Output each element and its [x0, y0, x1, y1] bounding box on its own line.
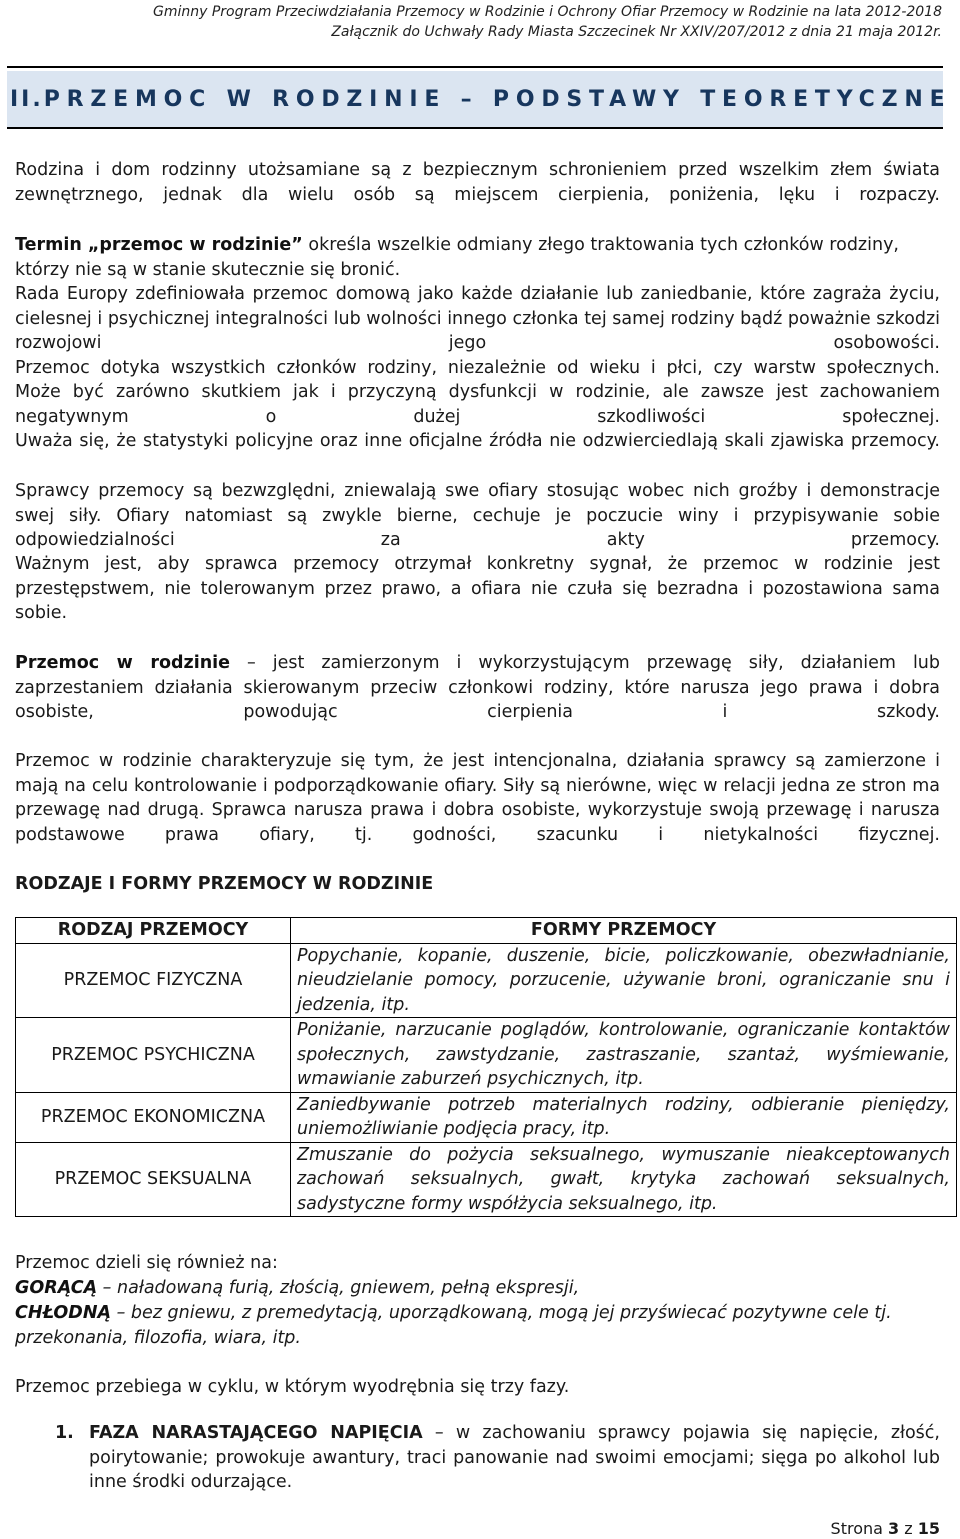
violence-type-cell: PRZEMOC EKONOMICZNA — [16, 1092, 291, 1142]
cold-description: – bez gniewu, z premedytacją, uporządkowaną, mogą jej przyświecać pozytywne cele tj. przekonania, filozofia, wiara, itp. — [15, 1303, 892, 1348]
definition-paragraph — [15, 651, 940, 749]
division-intro: Przemoc dzieli się również na: — [15, 1253, 278, 1273]
document-header — [153, 2, 942, 42]
phase-number: 1. — [55, 1423, 74, 1443]
phase-name: FAZA NARASTAJĄCEGO NAPIĘCIA — [89, 1423, 423, 1443]
intro-paragraph: Rodzina i dom rodzinny utożsamiane są z bezpiecznym schronieniem przed wszelkim złem świata zewnętrznego, jednak dla wielu osób są miejscem cierpienia, poniżenia, lęku i rozpaczy. — [15, 160, 940, 205]
phase-text — [89, 1421, 940, 1495]
heading-top-rule — [7, 66, 943, 68]
section-heading-band — [7, 66, 952, 129]
paragraph-perpetrators: Sprawcy przemocy są bezwzględni, zniewalają swe ofiary stosując wobec nich groźby i demonstracje swej siły. Ofiary natomiast są zwykle bierne, cechuje je poczucie winy i przypisywanie sobie odpowiedzialności za akty przemocy. — [15, 481, 940, 550]
section-number: II. — [10, 86, 44, 112]
termin-lead: Termin „przemoc w rodzinie” — [15, 235, 303, 255]
violence-forms-cell: Popychanie, kopanie, duszenie, bicie, policzkowanie, obezwładnianie, nieudzielanie pomocy, porzucenie, używanie broni, ograniczanie snu i jedzenia, itp. — [291, 943, 957, 1018]
paragraph-all-members: Przemoc dotyka wszystkich członków rodziny, niezależnie od wieku i płci, czy warstw społecznych. — [15, 358, 940, 378]
table-row — [16, 943, 957, 1018]
termin-paragraph — [15, 233, 940, 282]
phase-list-item — [55, 1421, 940, 1495]
footer-total-pages: 15 — [917, 1519, 940, 1538]
paragraph-statistics: Uważa się, że statystyki policyjne oraz inne oficjalne źródła nie odzwierciedlają skali zjawiska przemocy. — [15, 431, 940, 451]
division-hot — [15, 1276, 940, 1301]
violence-type-cell: PRZEMOC FIZYCZNA — [16, 943, 291, 1018]
section-title: PRZEMOC W RODZINIE – PODSTAWY TEORETYCZNE — [43, 86, 952, 112]
footer-middle: z — [899, 1519, 918, 1538]
violence-forms-cell: Poniżanie, narzucanie poglądów, kontrolowanie, ograniczanie kontaktów społecznych, zawstydzanie, zastraszanie, szantaż, wyśmiewanie, wmawianie zaburzeń psychicznych, itp. — [291, 1018, 957, 1093]
table-header-row — [16, 918, 957, 944]
violence-forms-cell: Zaniedbywanie potrzeb materialnych rodziny, odbieranie pieniędzy, uniemożliwianie podjęcia pracy, itp. — [291, 1092, 957, 1142]
violence-forms-cell: Zmuszanie do pożycia seksualnego, wymuszanie nieakceptowanych zachowań seksualnych, gwałt, krytyka zachowań seksualnych, sadystyczne formy współżycia seksualnego, itp. — [291, 1142, 957, 1217]
cycle-intro: Przemoc przebiega w cyklu, w którym wyodrębnia się trzy fazy. — [15, 1377, 570, 1397]
division-cold — [15, 1301, 940, 1350]
cold-term: CHŁODNĄ — [15, 1303, 112, 1323]
phase-description: – w zachowaniu sprawcy pojawia się napięcie, złość, poirytowanie; prowokuje awantury, traci panowanie nad swoimi emocjami; sięga po alkohol lub inne środki odurzające. — [89, 1423, 940, 1492]
footer-prefix: Strona — [830, 1519, 889, 1538]
characteristics-paragraph: Przemoc w rodzinie charakteryzuje się tym, że jest intencjonalna, działania sprawcy są zamierzone i mają na celu kontrolowanie i podporządkowanie ofiary. Siły są nierówne, więc w relacji jedna ze stron ma przewagę nad drugą. Sprawca narusza prawa i dobra osobiste, wykorzystuje swoją przewagę i narusza podstawowe prawa ofiary, tj. godności, szacunku i nietykalności fizycznej. — [15, 751, 940, 845]
column-header-forms: FORMY PRZEMOCY — [291, 918, 957, 944]
table-row — [16, 1018, 957, 1093]
violence-type-cell: PRZEMOC SEKSUALNA — [16, 1142, 291, 1217]
hot-term: GORĄCĄ — [15, 1278, 98, 1298]
table-heading: RODZAJE I FORMY PRZEMOCY W RODZINIE — [15, 874, 434, 894]
footer-current-page: 3 — [888, 1519, 900, 1538]
paragraph-signal: Ważnym jest, aby sprawca przemocy otrzymał konkretny sygnał, że przemoc w rodzinie jest przestępstwem, nie tolerowanym przez prawo, a ofiara nie czuła się bezradna i pozostawiona sama sobie. — [15, 554, 940, 623]
paragraph-dysfunction: Może być zarówno skutkiem jak i przyczyną dysfunkcji w rodzinie, ale zawsze jest zachowaniem negatywnym o dużej szkodliwości społecznej. — [15, 382, 940, 427]
hot-description: – naładowaną furią, złością, gniewem, pełną ekspresji, — [97, 1278, 580, 1298]
header-program-title: Gminny Program Przeciwdziałania Przemocy w Rodzinie i Ochrony Ofiar Przemocy w Rodzinie na lata 2012-2018 — [152, 4, 942, 20]
violence-type-cell: PRZEMOC PSYCHICZNA — [16, 1018, 291, 1093]
violence-types-table — [15, 917, 957, 1217]
table-row — [16, 1142, 957, 1217]
page-number-footer — [831, 1520, 940, 1538]
definition-rest: – jest zamierzonym i wykorzystującym przewagę siły, działaniem lub zaprzestaniem działania skierowanym przeciw członkowi rodziny, które narusza jego prawa i dobra osobiste, powodując cierpienia i szkody. — [15, 653, 941, 722]
paragraph-council-of-europe: Rada Europy zdefiniowała przemoc domową jako każde działanie lub zaniedbanie, które zagraża życiu, cielesnej i psychicznej integralności lub wolności innego członka tej samej rodziny bądź poważnie szkodzi rozwojowi jego osobowości. — [15, 284, 940, 353]
definition-lead: Przemoc w rodzinie — [15, 653, 231, 673]
termin-rest: określa wszelkie odmiany złego traktowania tych członków rodziny, którzy nie są w stanie skutecznie się bronić. — [15, 235, 899, 280]
heading-shaded-bar — [7, 71, 952, 129]
header-resolution-reference: Załącznik do Uchwały Rady Miasta Szczecinek Nr XXIV/207/2012 z dnia 21 maja 2012r. — [331, 24, 942, 40]
column-header-type: RODZAJ PRZEMOCY — [16, 918, 291, 944]
table-row — [16, 1092, 957, 1142]
